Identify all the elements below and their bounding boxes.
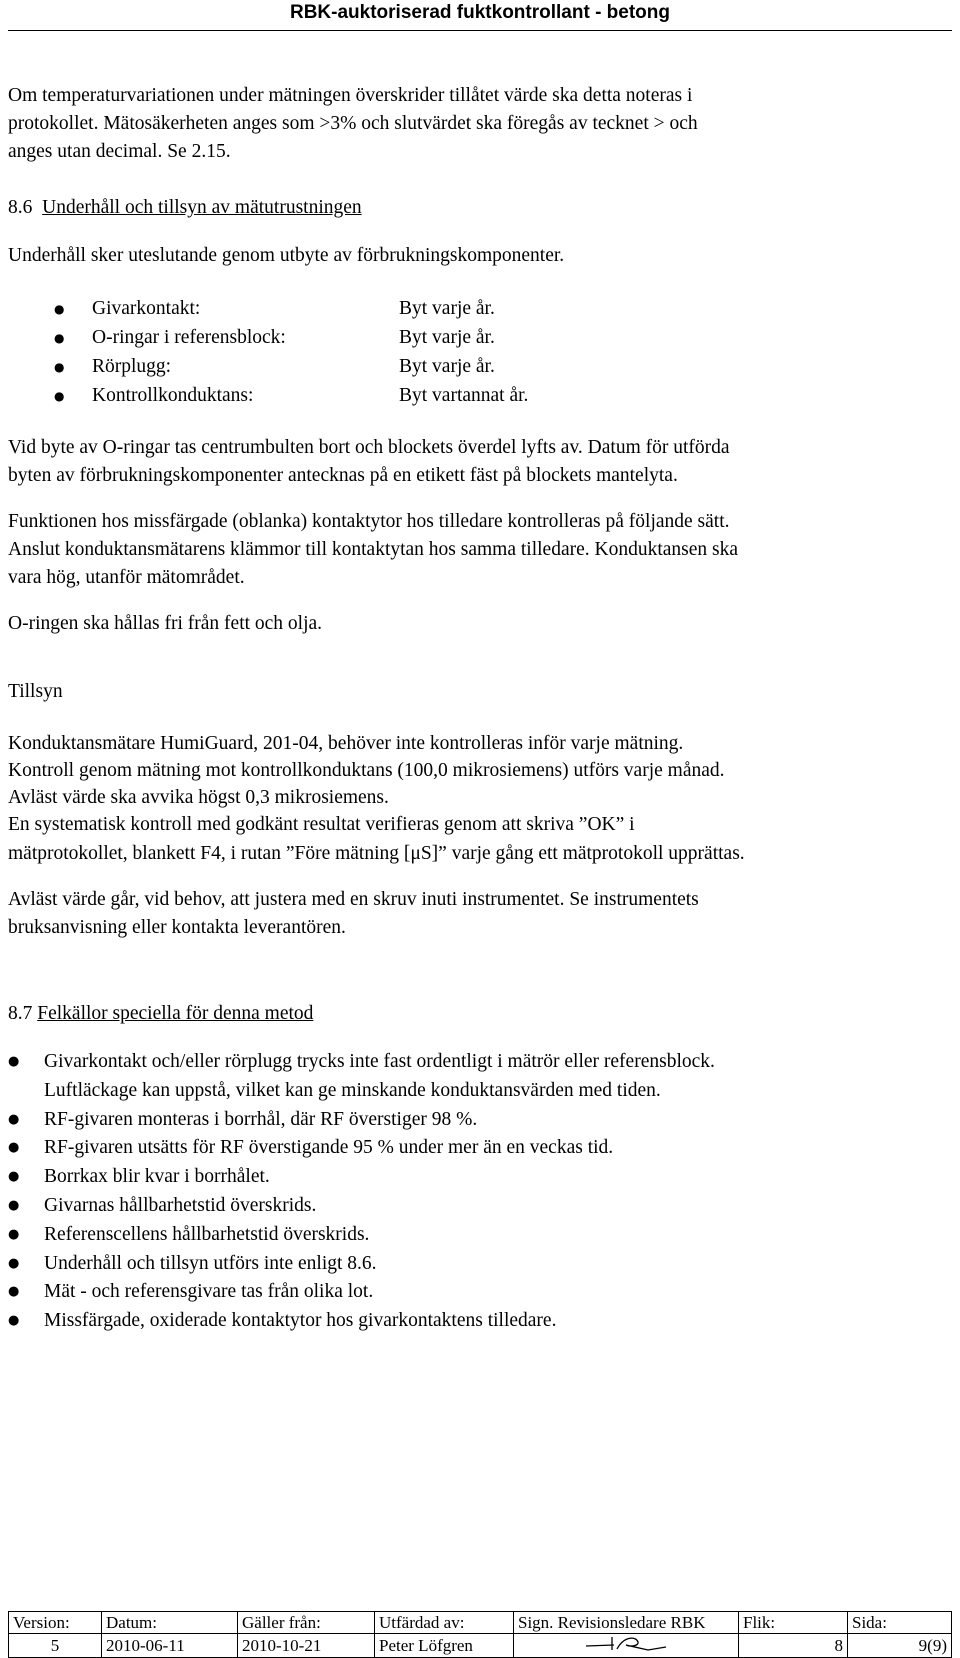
bullet-icon: ● bbox=[54, 330, 65, 345]
footer-label-page: Sida: bbox=[848, 1612, 952, 1634]
bullet-icon: ● bbox=[8, 1140, 20, 1156]
intro-line: protokollet. Mätosäkerheten anges som >3% och slutvärdet ska föregås av tecknet > och bbox=[8, 113, 698, 134]
adjust-paragraph bbox=[8, 886, 954, 942]
text-line: byten av förbrukningskomponenter antecknas på en etikett fäst på blockets mantelyta. bbox=[8, 465, 678, 486]
footer-label-date: Datum: bbox=[102, 1612, 238, 1634]
bullet-icon: ● bbox=[54, 388, 65, 403]
section-number: 8.6 bbox=[8, 197, 33, 218]
footer-value-date: 2010-06-11 bbox=[102, 1634, 238, 1658]
item-text: Referenscellens hållbarhetstid överskrids. bbox=[44, 1223, 370, 1245]
item-value: Byt vartannat år. bbox=[399, 384, 529, 406]
section-number: 8.7 bbox=[8, 1003, 33, 1024]
replacement-list bbox=[54, 294, 954, 410]
footer-value-row bbox=[9, 1634, 952, 1658]
item-text: RF-givaren utsätts för RF överstigande 95 % under mer än en veckas tid. bbox=[44, 1137, 614, 1159]
text-line: Avläst värde ska avvika högst 0,3 mikrosiemens. bbox=[8, 787, 389, 808]
item-text: Mät - och referensgivare tas från olika lot. bbox=[44, 1281, 374, 1303]
footer-label-row bbox=[9, 1612, 952, 1634]
list-item bbox=[8, 1048, 954, 1106]
list-item bbox=[8, 1163, 954, 1192]
list-item bbox=[8, 1134, 954, 1163]
item-line: Luftläckage kan uppstå, vilket kan ge minskande konduktansvärden med tiden. bbox=[44, 1079, 661, 1101]
list-item bbox=[8, 1221, 954, 1250]
footer-label-flik: Flik: bbox=[739, 1612, 848, 1634]
text-line: mätprotokollet, blankett F4, i rutan ”Före mätning [μS]” varje gång ett mätprotokoll upprättas. bbox=[8, 843, 745, 864]
footer-value-version: 5 bbox=[9, 1634, 102, 1658]
section-title: Underhåll och tillsyn av mätutrustningen bbox=[42, 197, 362, 218]
text-line: Kontroll genom mätning mot kontrollkonduktans (100,0 mikrosiemens) utförs varje månad. bbox=[8, 760, 725, 781]
intro-paragraph bbox=[8, 82, 954, 166]
bullet-icon: ● bbox=[8, 1054, 20, 1069]
footer-value-signature bbox=[514, 1634, 739, 1658]
header-divider bbox=[8, 30, 952, 31]
item-name: Rörplugg: bbox=[92, 355, 172, 377]
item-text: RF-givaren monteras i borrhål, där RF överstiger 98 %. bbox=[44, 1108, 478, 1130]
text-line: En systematisk kontroll med godkänt resultat verifieras genom att skriva ”OK” i bbox=[8, 814, 635, 835]
list-item bbox=[54, 352, 954, 381]
footer-value-page: 9(9) bbox=[848, 1634, 952, 1658]
document-body bbox=[8, 82, 954, 1336]
section-title: Felkällor speciella för denna metod bbox=[37, 1003, 314, 1024]
oring-paragraph bbox=[8, 434, 954, 490]
footer-label-issued-by: Utfärdad av: bbox=[375, 1612, 514, 1634]
list-item bbox=[8, 1307, 954, 1336]
bullet-icon: ● bbox=[8, 1313, 20, 1329]
maintenance-intro: Underhåll sker uteslutande genom utbyte av förbrukningskomponenter. bbox=[8, 245, 565, 266]
list-item bbox=[8, 1106, 954, 1135]
bullet-icon: ● bbox=[8, 1226, 20, 1242]
text-line: Vid byte av O-ringar tas centrumbulten bort och blockets överdel lyfts av. Datum för utförda bbox=[8, 437, 730, 458]
tillsyn-paragraph bbox=[8, 730, 954, 870]
list-item bbox=[54, 323, 954, 352]
item-text bbox=[44, 1048, 715, 1106]
item-name: Kontrollkonduktans: bbox=[92, 384, 254, 406]
list-item bbox=[8, 1278, 954, 1307]
item-text: Underhåll och tillsyn utförs inte enligt 8.6. bbox=[44, 1252, 377, 1274]
footer-value-issued-by: Peter Löfgren bbox=[375, 1634, 514, 1658]
page-header: RBK-auktoriserad fuktkontrollant - betong bbox=[289, 2, 670, 23]
footer-value-valid-from: 2010-10-21 bbox=[238, 1634, 375, 1658]
item-name: O-ringar i referensblock: bbox=[92, 326, 286, 348]
text-line: vara hög, utanför mätområdet. bbox=[8, 567, 245, 588]
bullet-icon: ● bbox=[8, 1197, 20, 1213]
item-text: Missfärgade, oxiderade kontaktytor hos givarkontaktens tilledare. bbox=[44, 1310, 557, 1332]
signature-icon bbox=[584, 1634, 668, 1652]
item-value: Byt varje år. bbox=[399, 355, 495, 377]
bullet-icon: ● bbox=[8, 1284, 20, 1300]
bullet-icon: ● bbox=[8, 1169, 20, 1185]
error-sources-list bbox=[8, 1048, 954, 1336]
footer-label-valid-from: Gäller från: bbox=[238, 1612, 375, 1634]
item-text: Borrkax blir kvar i borrhålet. bbox=[44, 1166, 270, 1188]
item-name: Givarkontakt: bbox=[92, 297, 201, 319]
list-item bbox=[8, 1192, 954, 1221]
item-value: Byt varje år. bbox=[399, 326, 495, 348]
footer-value-flik: 8 bbox=[739, 1634, 848, 1658]
text-line: Anslut konduktansmätarens klämmor till kontaktytan hos samma tilledare. Konduktansen ska bbox=[8, 539, 739, 560]
intro-line: Om temperaturvariationen under mätningen överskrider tillåtet värde ska detta noteras i bbox=[8, 85, 693, 106]
footer-label-version: Version: bbox=[9, 1612, 102, 1634]
text-line: bruksanvisning eller kontakta leverantören. bbox=[8, 917, 346, 938]
list-item bbox=[54, 294, 954, 323]
bullet-icon: ● bbox=[8, 1255, 20, 1271]
text-line: Konduktansmätare HumiGuard, 201-04, behöver inte kontrolleras inför varje mätning. bbox=[8, 733, 684, 754]
list-item bbox=[54, 381, 954, 410]
item-text: Givarnas hållbarhetstid överskrids. bbox=[44, 1194, 317, 1216]
document-footer-table bbox=[8, 1611, 952, 1658]
bullet-icon: ● bbox=[54, 359, 65, 374]
intro-line: anges utan decimal. Se 2.15. bbox=[8, 141, 231, 162]
section-heading-8-6 bbox=[8, 194, 954, 222]
contact-paragraph bbox=[8, 508, 954, 592]
bullet-icon: ● bbox=[54, 301, 65, 316]
oring-grease-paragraph: O-ringen ska hållas fri från fett och olja. bbox=[8, 613, 323, 634]
section-heading-8-7 bbox=[8, 1000, 954, 1028]
tillsyn-heading: Tillsyn bbox=[8, 681, 63, 702]
item-value: Byt varje år. bbox=[399, 297, 495, 319]
footer-label-signature: Sign. Revisionsledare RBK bbox=[514, 1612, 739, 1634]
text-line: Avläst värde går, vid behov, att justera med en skruv inuti instrumentet. Se instrumentets bbox=[8, 889, 699, 910]
list-item bbox=[8, 1250, 954, 1279]
bullet-icon: ● bbox=[8, 1111, 20, 1127]
text-line: Funktionen hos missfärgade (oblanka) kontaktytor hos tilledare kontrolleras på följande sätt. bbox=[8, 511, 730, 532]
item-line: Givarkontakt och/eller rörplugg trycks inte fast ordentligt i mätrör eller referensblock. bbox=[44, 1051, 715, 1072]
